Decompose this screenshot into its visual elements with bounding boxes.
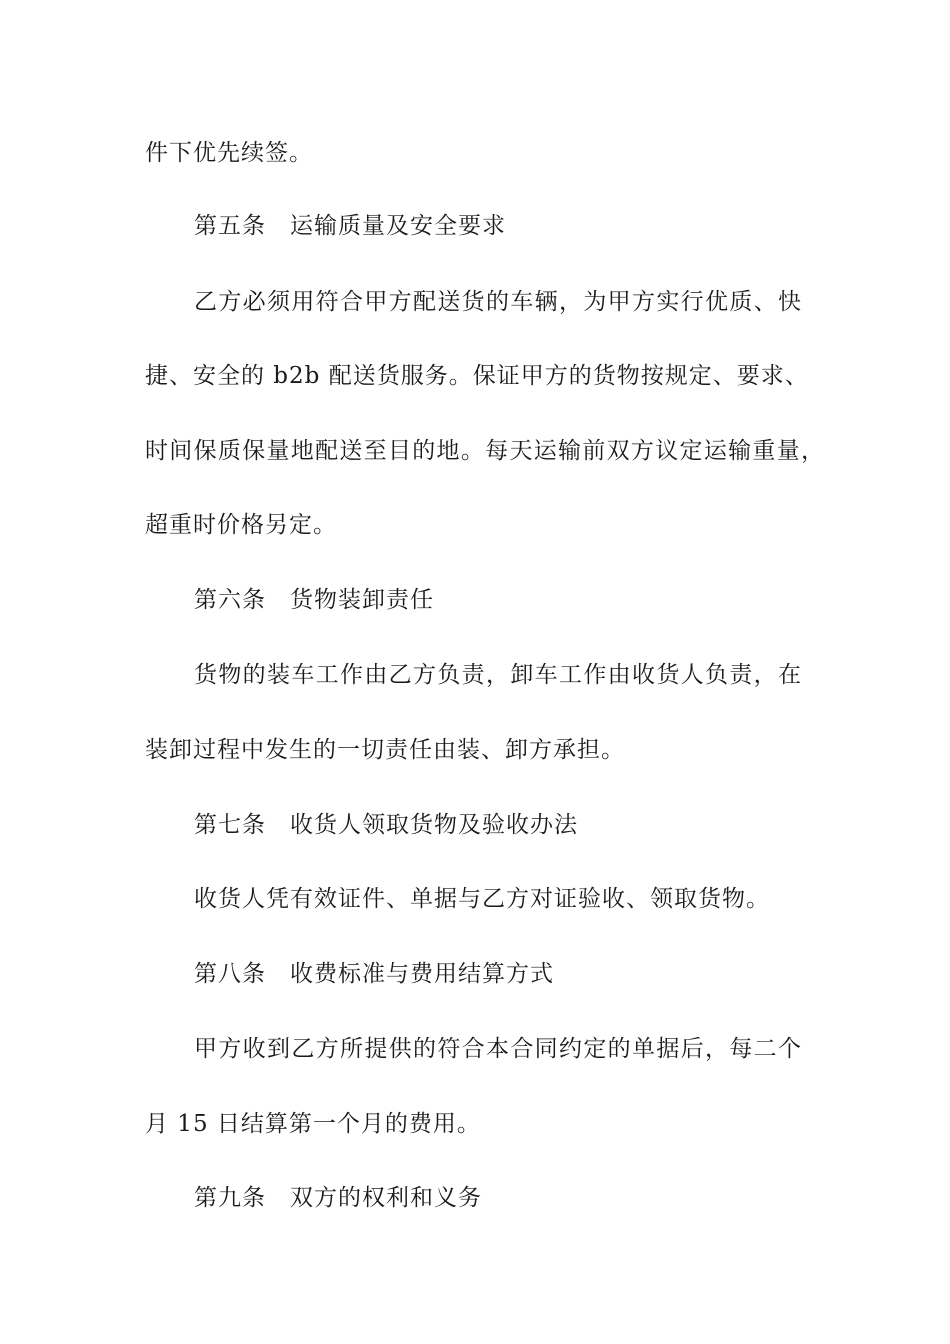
paragraph-line: 超重时价格另定。	[145, 512, 337, 538]
article-heading	[194, 959, 874, 989]
article-heading	[194, 810, 874, 840]
paragraph-line: 件下优先续签。	[145, 140, 313, 166]
article-number: 第七条	[194, 812, 266, 838]
paragraph-line: 装卸过程中发生的一切责任由装、卸方承担。	[145, 737, 625, 763]
paragraph-line: 时间保质保量地配送至目的地。每天运输前双方议定运输重量，	[145, 438, 825, 464]
article-title: 收货人领取货物及验收办法	[290, 812, 578, 838]
paragraph-line: 货物的装车工作由乙方负责，卸车工作由收货人负责，在	[194, 662, 802, 688]
paragraph-line: 月 15 日结算第一个月的费用。	[145, 1111, 481, 1137]
article-number: 第六条	[194, 587, 266, 613]
article-title: 收费标准与费用结算方式	[290, 961, 554, 987]
article-number: 第八条	[194, 961, 266, 987]
article-heading	[194, 211, 874, 241]
paragraph-line: 甲方收到乙方所提供的符合本合同约定的单据后，每二个	[194, 1036, 802, 1062]
article-title: 双方的权利和义务	[290, 1185, 482, 1211]
article-number: 第五条	[194, 213, 266, 239]
paragraph-line: 乙方必须用符合甲方配送货的车辆，为甲方实行优质、快	[194, 289, 802, 315]
paragraph-line: 捷、安全的 b2b 配送货服务。保证甲方的货物按规定、要求、	[145, 363, 809, 389]
article-title: 货物装卸责任	[290, 587, 434, 613]
paragraph-line: 收货人凭有效证件、单据与乙方对证验收、领取货物。	[194, 886, 770, 912]
article-number: 第九条	[194, 1185, 266, 1211]
article-heading	[194, 1183, 874, 1213]
article-heading	[194, 585, 874, 615]
article-title: 运输质量及安全要求	[290, 213, 506, 239]
